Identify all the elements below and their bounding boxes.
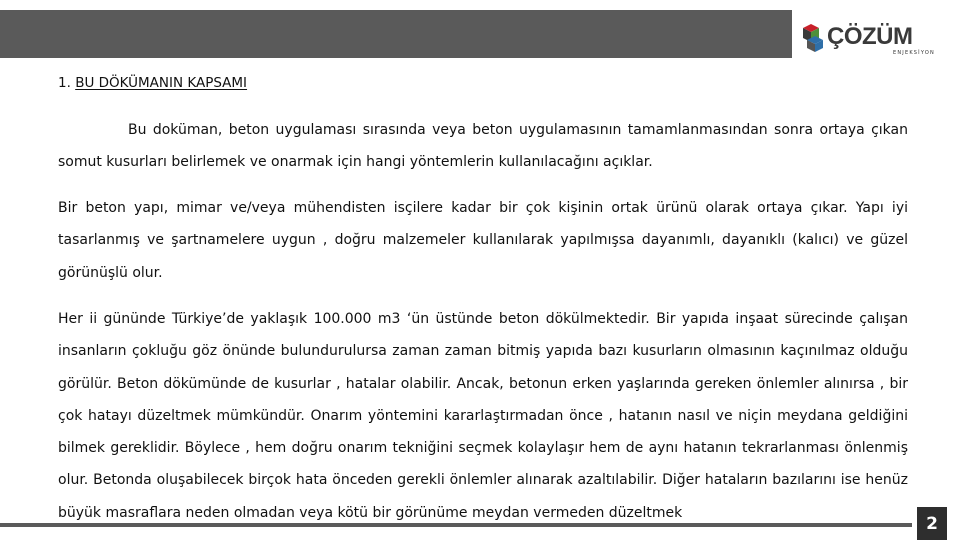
paragraph-2: Bir beton yapı, mimar ve/veya mühendisten isçilere kadar bir çok kişinin ortak ürünü olarak ortaya çıkar. Yapı iyi tasarlanmış ve şartnamelere uygun , doğru malzemeler kullanılarak yapılmışsa dayanımlı, dayanıklı (kalıcı) ve güzel görünüşlü olur. (58, 200, 908, 281)
paragraph-3: Her ii gününde Türkiye’de yaklaşık 100.000 m3 ‘ün üstünde beton dökülmektedir. Bir yapıda inşaat sürecinde çalışan insanların çokluğu göz önünde bulundurulursa zaman zaman bitmiş yapıda bazı kusurların olmasının kaçınılmaz olduğu görülür. Beton dökümünde de kusurlar , hatalar olabilir. Ancak, betonun erken yaşlarında gereken önlemler alınırsa , bir çok hatayı düzeltmek mümkündür. Onarım yöntemini kararlaştırmadan önce , hatanın nasıl ve niçin meydana geldiğini bilmek gereklidir. Böylece , hem doğru onarım tekniğini seçmek kolaylaşır hem de aynı hatanın tekrarlanması önlenmiş olur. Betonda oluşabilecek birçok hata önceden gerekli önlemler alınarak azaltılabilir. Diğer hataların bazılarını ise henüz büyük masraflara neden olmadan veya kötü bir görünüme meydan vermeden düzeltmek (58, 311, 908, 521)
section-number: 1. (58, 75, 71, 91)
cube-logo-icon (797, 14, 947, 58)
page-number-badge (917, 507, 947, 540)
header-bar (0, 10, 792, 58)
logo-tagline-text: ENJEKSİYON (893, 50, 935, 56)
section-heading (58, 75, 247, 91)
logo-brand-text: ÇÖZÜM (827, 23, 913, 50)
paragraph-1: Bu doküman, beton uygulaması sırasında veya beton uygulamasının tamamlanmasından sonra ortaya çıkan somut kusurları belirlemek ve onarmak için hangi yöntemlerin kullanılacağını açıklar. (58, 122, 908, 171)
footer-rule (0, 523, 912, 527)
section-title: BU DÖKÜMANIN KAPSAMI (75, 75, 248, 91)
company-logo (797, 14, 947, 58)
page-number: 2 (926, 513, 938, 534)
